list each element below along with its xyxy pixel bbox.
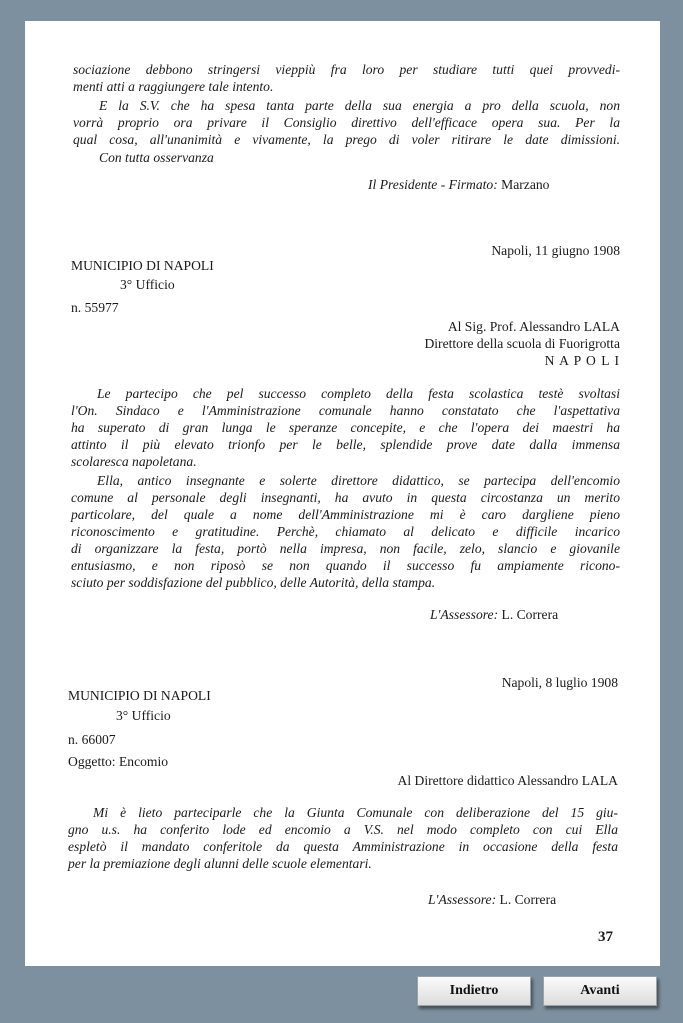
recipient-line: Direttore della scuola di Fuorigrotta xyxy=(424,336,620,351)
signature xyxy=(428,891,556,908)
signature-label: Il Presidente - Firmato: xyxy=(368,177,498,192)
page-number: 37 xyxy=(598,929,613,945)
signature xyxy=(368,176,549,193)
text-line: attinto il più elevato trionfo per le belle, splendide prove date dalla immensa xyxy=(71,437,620,452)
signature-label: L'Assessore: xyxy=(428,892,497,907)
signature-name: Marzano xyxy=(501,177,550,192)
protocol-number: n. 55977 xyxy=(71,300,119,315)
text-line: riconoscimento e gratitudine. Perchè, chiamato al delicato e difficile incarico xyxy=(71,524,620,539)
letter-department: 3° Ufficio xyxy=(116,708,171,723)
text-line: scolaresca napoletana. xyxy=(71,454,197,469)
text-line: sociazione debbono stringersi vieppiù fra loro per studiare tutti quei provvedi- xyxy=(73,62,620,77)
text-line: Ella, antico insegnante e solerte direttore didattico, se partecipa dell'encomio xyxy=(97,473,620,488)
letter-department: 3° Ufficio xyxy=(120,277,175,292)
signature xyxy=(430,606,558,623)
text-line: sciuto per soddisfazione del pubblico, delle Autorità, della stampa. xyxy=(71,575,436,590)
recipient-line: Al Direttore didattico Alessandro LALA xyxy=(397,773,618,788)
document-page xyxy=(25,21,660,966)
next-button[interactable]: Avanti xyxy=(543,976,657,1006)
recipient-line: Al Sig. Prof. Alessandro LALA xyxy=(447,319,620,334)
text-line: entusiasmo, e non riposò se non quando il successo fu ampiamente ricono- xyxy=(71,558,620,573)
text-line: vorrà proprio ora privare il Consiglio direttivo dell'efficace opera sua. Per la xyxy=(73,115,620,130)
text-line: espletò il mandato conferitole da questa Amministrazione in occasione della festa xyxy=(68,839,618,854)
back-button[interactable]: Indietro xyxy=(417,976,531,1006)
letter-office: MUNICIPIO DI NAPOLI xyxy=(71,258,214,273)
signature-name: L. Correra xyxy=(501,607,559,622)
text-line: E la S.V. che ha spesa tanta parte della sua energia a pro della scuola, non xyxy=(99,98,620,113)
text-line: ha superato di gran lunga le speranze concepite, e che l'opera dei maestri ha xyxy=(71,420,620,435)
letter-subject: Oggetto: Encomio xyxy=(68,754,169,769)
text-line: Con tutta osservanza xyxy=(99,150,214,165)
letter-date: Napoli, 11 giugno 1908 xyxy=(491,243,620,258)
text-line: per la premiazione degli alunni delle scuole elementari. xyxy=(68,856,372,871)
text-line: Mi è lieto parteciparle che la Giunta Comunale con deliberazione del 15 giu- xyxy=(93,805,618,820)
text-line: particolare, del quale a nome dell'Amministrazione mi è caro dargliene pieno xyxy=(71,507,620,522)
text-line: qual cosa, all'unanimità e vivamente, la prego di voler ritirare le date dimissioni. xyxy=(73,132,620,147)
letter-office: MUNICIPIO DI NAPOLI xyxy=(68,688,211,703)
letter-date: Napoli, 8 luglio 1908 xyxy=(501,675,618,690)
text-line: comune al personale degli insegnanti, ha avuto in questa circostanza un merito xyxy=(71,490,620,505)
text-line: Le partecipo che pel successo completo della festa scolastica testè svoltasi xyxy=(97,386,620,401)
protocol-number: n. 66007 xyxy=(68,732,116,747)
text-line: menti atti a raggiungere tale intento. xyxy=(73,79,274,94)
text-line: l'On. Sindaco e l'Amministrazione comunale hanno constatato che l'aspettativa xyxy=(71,403,620,418)
text-line: gno u.s. ha conferito lode ed encomio a V.S. nel modo completo con cui Ella xyxy=(68,822,618,837)
signature-label: L'Assessore: xyxy=(430,607,499,622)
text-line: di organizzare la festa, portò nella impresa, non facile, zelo, slancio e giovanile xyxy=(71,541,620,556)
signature-name: L. Correra xyxy=(499,892,557,907)
recipient-line: N A P O L I xyxy=(544,353,620,368)
